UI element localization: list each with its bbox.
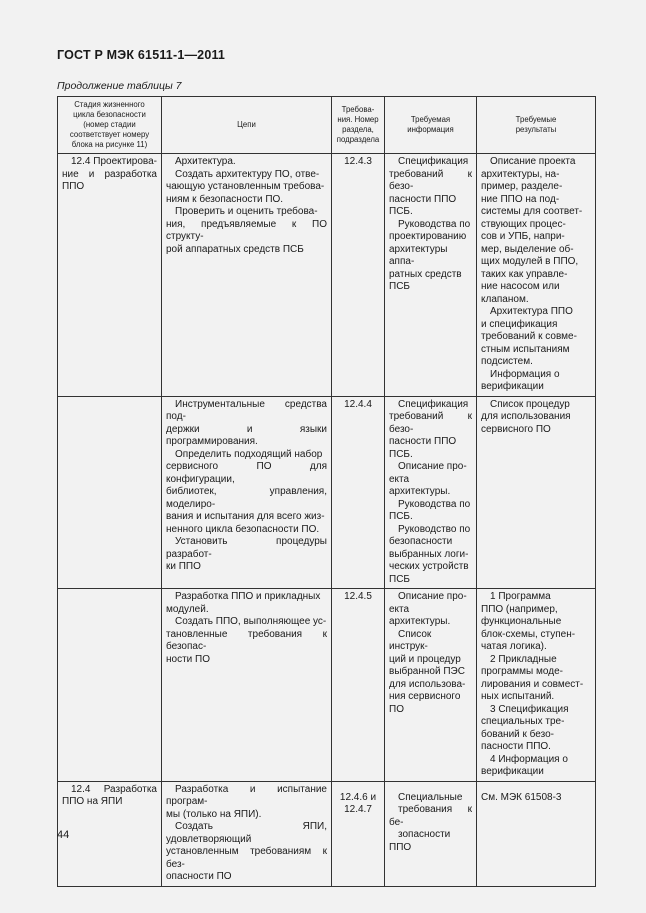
results-cell: 1 Программа ППО (например, функциональные блок-схемы, ступен- чатая логика). 2 Прикладные программы моде- лирования и совмест- ных испытаний. 3 Спецификация специальных тре- бований к безо- пасности ППО. 4 Информация о верификации	[477, 589, 596, 782]
header-section: Требова- ния. Номер раздела, подраздела	[332, 97, 385, 154]
table-row	[58, 396, 596, 589]
stage-cell: 12.4 Разработка ППО на ЯПИ	[58, 781, 162, 886]
page-number: 44	[57, 829, 70, 841]
table-header-row	[58, 97, 596, 154]
table-continuation-caption: Продолжение таблицы 7	[57, 80, 182, 92]
results-cell: Список процедур для использования сервисного ПО	[477, 396, 596, 589]
chains-cell: Разработка ППО и прикладных модулей. Создать ППО, выполняющее ус- тановленные требования к безопас- ности ПО	[162, 589, 332, 782]
section-cell: 12.4.4	[332, 396, 385, 589]
header-info: Требуемая информация	[385, 97, 477, 154]
results-cell: См. МЭК 61508-3	[477, 781, 596, 886]
section-cell: 12.4.5	[332, 589, 385, 782]
chains-cell: Инструментальные средства под- держки и языки программирования. Определить подходящий набор сервисного ПО для конфигурации, библиотек, управления, моделиро- вания и испытания для всего жиз- ненного цикла безопасности ПО. Установить процедуры разработ- ки ППО	[162, 396, 332, 589]
stage-cell	[58, 589, 162, 782]
standard-title: ГОСТ Р МЭК 61511-1—2011	[57, 48, 226, 62]
stage-cell	[58, 396, 162, 589]
chains-cell: Архитектура. Создать архитектуру ПО, отве- чающую установленным требова- ниям к безопасности ПО. Проверить и оценить требова- ния, предъявляемые к ПО структу- рой аппаратных средств ПСБ	[162, 154, 332, 397]
section-cell: 12.4.3	[332, 154, 385, 397]
section-cell: 12.4.6 и 12.4.7	[332, 781, 385, 886]
table-row	[58, 589, 596, 782]
lifecycle-table	[57, 96, 596, 887]
stage-cell: 12.4 Проектирова-ние и разработка ППО	[58, 154, 162, 397]
info-cell: Специальные требования к бе- зопасности ППО	[385, 781, 477, 886]
header-stage: Стадия жизненного цикла безопасности (номер стадии соответствует номеру блока на рисунке 11)	[58, 97, 162, 154]
info-cell: Спецификация требований к безо- пасности ППО ПСБ. Руководства по проектированию архитектуры аппа- ратных средств ПСБ	[385, 154, 477, 397]
info-cell: Описание про- екта архитектуры. Список инструк- ций и процедур выбранной ПЭС для использова- ния сервисного ПО	[385, 589, 477, 782]
results-cell: Описание проекта архитектуры, на- пример, разделе- ние ППО на под- системы для соответ- ствующих процес- сов и УПБ, напри- мер, выделение об- щих модулей в ППО, таких как управле- ние насосом или клапаном. Архитектура ППО и спецификация требований к совме- стным испытаниям подсистем. Информация о верификации	[477, 154, 596, 397]
header-results: Требуемые результаты	[477, 97, 596, 154]
header-chains: Цепи	[162, 97, 332, 154]
chains-cell: Разработка и испытание програм- мы (только на ЯПИ). Создать ЯПИ, удовлетворяющий установленным требованиям к без- опасности ПО	[162, 781, 332, 886]
info-cell: Спецификация требований к безо- пасности ППО ПСБ. Описание про- екта архитектуры. Руководства по ПСБ. Руководство по безопасности выбранных логи- ческих устройств ПСБ	[385, 396, 477, 589]
table-row	[58, 781, 596, 886]
table-row	[58, 154, 596, 397]
